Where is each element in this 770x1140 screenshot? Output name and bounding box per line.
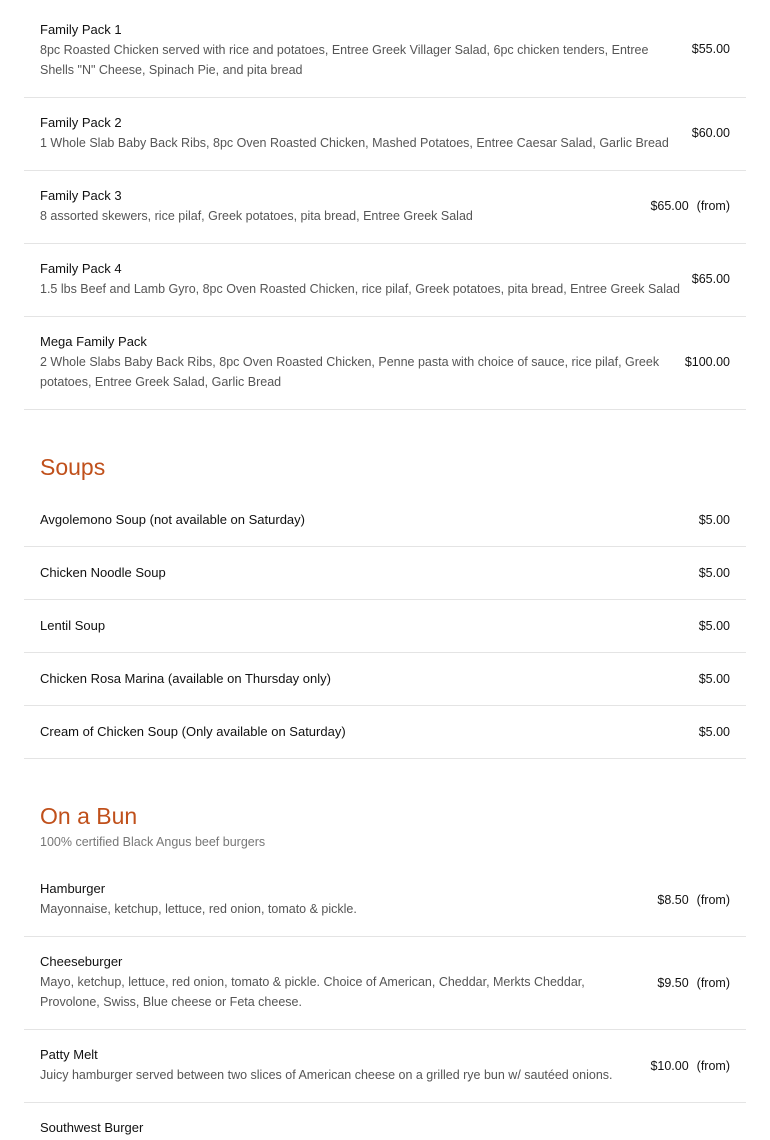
item-name: Family Pack 3 xyxy=(40,188,122,203)
item-price: $60.00 xyxy=(691,126,730,140)
price-from-label: (from) xyxy=(696,976,730,990)
menu-item[interactable] xyxy=(24,98,746,171)
price-from-label: (from) xyxy=(696,893,730,907)
item-description: 8pc Roasted Chicken served with rice and potatoes, Entree Greek Villager Salad, 6pc chicken tenders, Entree Shells "N" Cheese, Spinach Pie, and pita bread xyxy=(40,43,649,77)
item-price: $5.00 xyxy=(698,725,730,739)
item-name: Family Pack 2 xyxy=(40,115,122,130)
item-description: 1.5 lbs Beef and Lamb Gyro, 8pc Oven Roasted Chicken, rice pilaf, Greek potatoes, pita bread, Entree Greek Salad xyxy=(40,282,680,296)
section-subtitle: 100% certified Black Angus beef burgers xyxy=(40,835,266,849)
menu-item[interactable] xyxy=(24,171,746,244)
item-name: Chicken Noodle Soup xyxy=(40,565,166,580)
price-from-label: (from) xyxy=(696,1059,730,1073)
item-price: $55.00 xyxy=(691,42,730,56)
item-name: Cheeseburger xyxy=(40,954,123,969)
menu-item[interactable] xyxy=(24,864,746,937)
menu-item[interactable] xyxy=(24,706,746,759)
item-description: Juicy hamburger served between two slices of American cheese on a grilled rye bun w/ sautéed onions. xyxy=(40,1068,613,1082)
item-price: $9.50 (from) xyxy=(657,976,730,990)
menu-item[interactable] xyxy=(24,937,746,1030)
item-price: $5.00 xyxy=(698,566,730,580)
menu-item[interactable] xyxy=(24,317,746,410)
menu-item[interactable] xyxy=(24,1030,746,1103)
item-price: $5.00 xyxy=(698,672,730,686)
item-name: Avgolemono Soup (not available on Saturday) xyxy=(40,512,305,527)
item-description: 2 Whole Slabs Baby Back Ribs, 8pc Oven Roasted Chicken, Penne pasta with choice of sauce, rice pilaf, Greek potatoes, Entree Greek Salad, Garlic Bread xyxy=(40,355,660,389)
menu-item[interactable] xyxy=(24,1103,746,1140)
item-description: 8 assorted skewers, rice pilaf, Greek potatoes, pita bread, Entree Greek Salad xyxy=(40,209,473,223)
item-name: Lentil Soup xyxy=(40,618,106,633)
item-price: $5.00 xyxy=(698,619,730,633)
section-title-soups: Soups xyxy=(40,454,106,480)
menu-item[interactable] xyxy=(24,547,746,600)
menu-item[interactable] xyxy=(24,653,746,706)
item-name: Mega Family Pack xyxy=(40,334,147,349)
price-from-label: (from) xyxy=(696,199,730,213)
item-name: Southwest Burger xyxy=(40,1120,144,1135)
item-name: Chicken Rosa Marina (available on Thursday only) xyxy=(40,671,331,686)
item-price: $65.00 (from) xyxy=(650,199,730,213)
menu-item[interactable] xyxy=(24,0,746,98)
item-name: Hamburger xyxy=(40,881,106,896)
item-name: Cream of Chicken Soup (Only available on Saturday) xyxy=(40,724,346,739)
section-title-on-a-bun: On a Bun xyxy=(40,803,138,829)
item-name: Family Pack 1 xyxy=(40,22,122,37)
item-description: Mayonnaise, ketchup, lettuce, red onion, tomato & pickle. xyxy=(40,902,357,916)
item-name: Patty Melt xyxy=(40,1047,98,1062)
menu-item[interactable] xyxy=(24,494,746,547)
item-price: $5.00 xyxy=(698,513,730,527)
item-description: 1 Whole Slab Baby Back Ribs, 8pc Oven Roasted Chicken, Mashed Potatoes, Entree Caesar Salad, Garlic Bread xyxy=(40,136,669,150)
item-description: Mayo, ketchup, lettuce, red onion, tomato & pickle. Choice of American, Cheddar, Merkts Cheddar, Provolone, Swiss, Blue cheese or Feta cheese. xyxy=(40,975,585,1009)
menu-item[interactable] xyxy=(24,600,746,653)
item-price: $65.00 xyxy=(691,272,730,286)
menu-item[interactable] xyxy=(24,244,746,317)
item-price: $10.00 (from) xyxy=(650,1059,730,1073)
item-name: Family Pack 4 xyxy=(40,261,122,276)
item-price: $8.50 (from) xyxy=(657,893,730,907)
item-price: $100.00 xyxy=(684,355,730,369)
